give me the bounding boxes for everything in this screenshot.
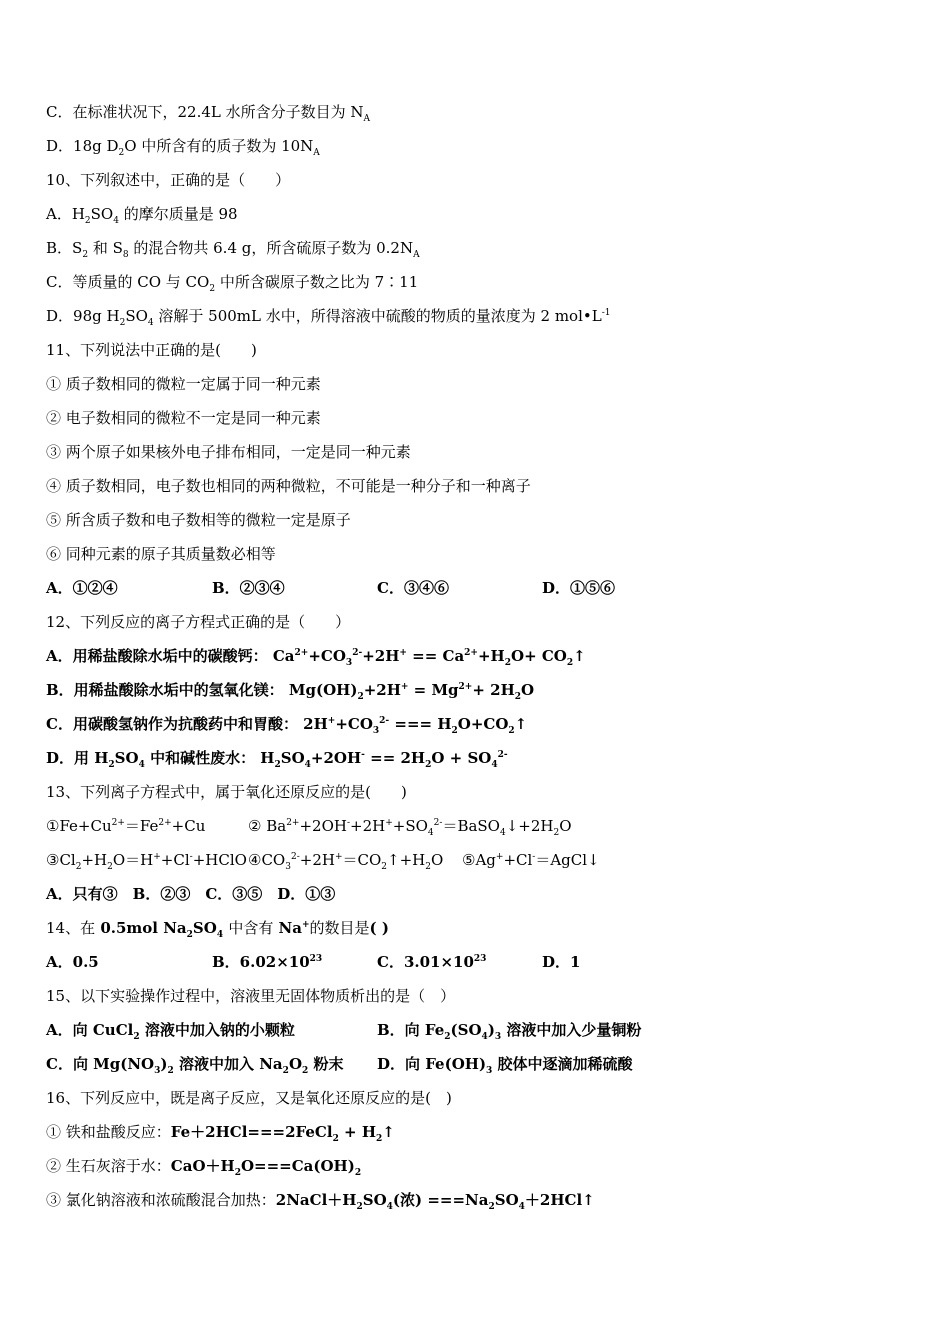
- q10-option-a: A．$H_2SO_4$ 的摩尔质量是 98: [46, 205, 238, 226]
- q10-option-c: C．等质量的 CO 与 $CO_2$ 中所含碳原子数之比为 7∶11: [46, 273, 419, 294]
- q11-statement-4: ④ 质子数相同，电子数也相同的两种微粒，不可能是一种分子和一种离子: [46, 477, 531, 495]
- q11-option-c: C．③④⑥: [377, 579, 449, 597]
- q13-equation-4: $④CO_3^{2-}+2H^+=CO_2↑+H_2O$: [248, 851, 444, 872]
- q13-equation-5: ⑤Ag++Cl-＝AgCl↓: [462, 851, 600, 869]
- q14-option-a: A．0.5: [46, 953, 99, 971]
- q11-stem: 11、下列说法中正确的是( ): [46, 341, 257, 359]
- q11-statement-1: ① 质子数相同的微粒一定属于同一种元素: [46, 375, 321, 393]
- q12-stem: 12、下列反应的离子方程式正确的是（ ）: [46, 613, 351, 631]
- q14-option-b: B．$6.02\times 10^{23}$: [212, 953, 323, 971]
- q10-option-b: B．$S_2$ 和 $S_8$ 的混合物共 6.4 g，所含硫原子数为 $0.2N_A$: [46, 239, 420, 260]
- q9-option-c: C．在标准状况下，22.4L 水所含分子数目为 $N_A$: [46, 103, 370, 124]
- q11-statement-6: ⑥ 同种元素的原子其质量数必相等: [46, 545, 276, 563]
- q12-option-a: A．用稀盐酸除水垢中的碳酸钙： $Ca^{2+}+CO_3^{2-}+2H^+ == Ca^{2+}+H_2O+$ $CO_2↑$: [46, 647, 586, 668]
- q16-reaction-1: ① 铁和盐酸反应：Fe＋2HCl===2FeCl$_2$ + $H_2↑$: [46, 1123, 395, 1144]
- q9-option-d: D．18g $D_2O$ 中所含有的质子数为 $10N_A$: [46, 137, 320, 158]
- q14-option-d: D．1: [542, 953, 581, 971]
- q16-stem: 16、下列反应中，既是离子反应，又是氧化还原反应的是( ): [46, 1089, 452, 1107]
- q12-option-d: D．用 $H_2SO_4$ 中和碱性废水： $H_2SO_4+2OH^- == 2H_2O + SO_4^{2-}$: [46, 749, 508, 770]
- q14-stem: 14、在 0.5mol $Na_2SO_4$ 中含有 Na+的数目是( ): [46, 919, 389, 940]
- q13-equation-3: $③Cl_2+H_2O=H^++Cl^-+HClO$: [46, 851, 247, 872]
- q16-reaction-3: ③ 氯化钠溶液和浓硫酸混合加热：$2NaCl+H_2SO_4$(浓) $===Na_2SO_4+2HCl↑$: [46, 1191, 595, 1212]
- q15-stem: 15、以下实验操作过程中，溶液里无固体物质析出的是（ ）: [46, 987, 456, 1005]
- q15-option-c: C．向 $Mg(NO_3)_2$ 溶液中加入 $Na_2O_2$ 粉末: [46, 1055, 344, 1076]
- q11-option-d: D．①⑤⑥: [542, 579, 616, 597]
- q11-statement-3: ③ 两个原子如果核外电子排布相同，一定是同一种元素: [46, 443, 411, 461]
- q15-option-b: B．向 $Fe_2(SO_4)_3$ 溶液中加入少量铜粉: [377, 1021, 642, 1042]
- q12-option-c: C．用碳酸氢钠作为抗酸药中和胃酸： $2H^++CO_3^{2-}$ === $H_2O+CO_2↑$: [46, 715, 528, 736]
- q15-option-d: D．向 $Fe(OH)_3$ 胶体中逐滴加稀硫酸: [377, 1055, 633, 1076]
- q13-options: A．只有③ B．②③ C．③⑤ D．①③: [46, 885, 336, 903]
- q13-equation-2: ② $Ba^{2+}+2OH^-+2H^++SO_4^{2-}=BaSO_4↓+2H_2O$: [248, 817, 572, 838]
- q11-option-b: B．②③④: [212, 579, 285, 597]
- q10-stem: 10、下列叙述中，正确的是（ ）: [46, 171, 291, 189]
- q11-option-a: A．①②④: [46, 579, 118, 597]
- q11-statement-2: ② 电子数相同的微粒不一定是同一种元素: [46, 409, 321, 427]
- q14-option-c: C．$3.01\times 10^{23}$: [377, 953, 487, 971]
- q11-statement-5: ⑤ 所含质子数和电子数相等的微粒一定是原子: [46, 511, 351, 529]
- q13-equation-1: $①Fe+Cu^{2+}=Fe^{2+}+Cu$: [46, 817, 206, 835]
- q10-option-d: D．98g $H_2SO_4$ 溶解于 500mL 水中，所得溶液中硫酸的物质的量浓度为 2 $mol•L^{-1}$: [46, 307, 611, 328]
- q16-reaction-2: ② 生石灰溶于水：$CaO+H_2O===Ca(OH)_2$: [46, 1157, 362, 1178]
- q13-stem: 13、下列离子方程式中，属于氧化还原反应的是( ): [46, 783, 407, 801]
- q12-option-b: B．用稀盐酸除水垢中的氢氧化镁： $Mg(OH)_2+2H^+ = Mg^{2+}+ 2H_2O$: [46, 681, 535, 702]
- q15-option-a: A．向 CuCl$_2$ 溶液中加入钠的小颗粒: [46, 1021, 295, 1042]
